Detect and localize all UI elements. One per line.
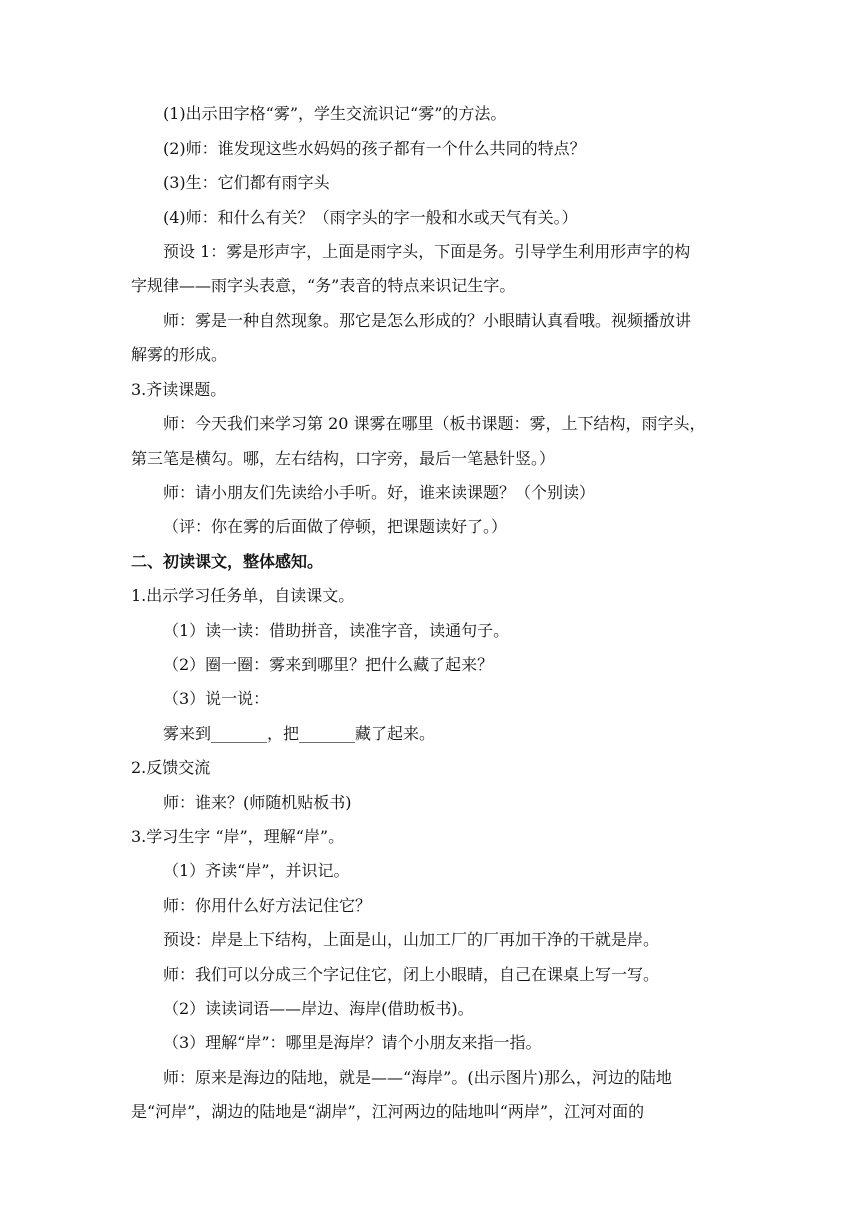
text-line: （3）理解“岸”：哪里是海岸？请个小朋友来指一指。 (163, 1033, 542, 1052)
section-heading: 3.齐读课题。 (131, 380, 227, 399)
text-line: （2）圈一圈：雾来到哪里？把什么藏了起来？ (163, 655, 494, 674)
section-heading: 2.反馈交流 (131, 758, 211, 777)
section-heading: 1.出示学习任务单，自读课文。 (131, 586, 355, 605)
section-heading: 3.学习生字 “岸”，理解“岸”。 (131, 827, 345, 846)
text-line: 预设 1：雾是形声字，上面是雨字头，下面是务。引导学生利用形声字的构 (163, 242, 691, 261)
text-line: 解雾的形成。 (131, 345, 228, 364)
text-line: （1）读一读：借助拼音，读准字音，读通句子。 (163, 621, 510, 640)
text-line: （1）齐读“岸”，并识记。 (163, 861, 350, 880)
text-line: 是“河岸”，湖边的陆地是“湖岸”，江河两边的陆地叫“两岸”，江河对面的 (131, 1102, 645, 1121)
section-title: 二、初读课文，整体感知。 (131, 552, 324, 571)
text-line: (2)师：谁发现这些水妈妈的孩子都有一个什么共同的特点？ (163, 139, 586, 158)
text-line: 师：今天我们来学习第 20 课雾在哪里（板书课题：雾，上下结构，雨字头， (163, 414, 706, 433)
text-line: （评：你在雾的后面做了停顿，把课题读好了。） (163, 517, 508, 536)
text-line: (3)生：它们都有雨字头 (163, 173, 330, 192)
text-line: 师：请小朋友们先读给小手听。好，谁来读课题？（个别读） (163, 483, 596, 502)
text-line: 师：原来是海边的陆地，就是——“海岸”。(出示图片)那么，河边的陆地 (163, 1068, 672, 1087)
text-line: (4)师：和什么有关？（雨字头的字一般和水或天气有关。） (163, 208, 578, 227)
text-line: （2）读读词语——岸边、海岸(借助板书)。 (163, 999, 474, 1018)
text-line: 师：你用什么好方法记住它？ (163, 896, 372, 915)
text-line: (1)出示田字格“雾”，学生交流识记“雾”的方法。 (163, 104, 507, 123)
text-line: 预设：岸是上下结构，上面是山，山加工厂的厂再加干净的干就是岸。 (163, 930, 660, 949)
text-line: 师：我们可以分成三个字记住它，闭上小眼睛，自己在课桌上写一写。 (163, 965, 660, 984)
text-line: 雾来到_______，把_______藏了起来。 (163, 724, 436, 743)
text-line: 师：谁来？(师随机贴板书) (163, 793, 352, 812)
text-line: 字规律——雨字头表意，“务”表音的特点来识记生字。 (131, 276, 516, 295)
text-line: （3）说一说： (163, 689, 270, 708)
text-line: 师：雾是一种自然现象。那它是怎么形成的？小眼睛认真看哦。视频播放讲 (163, 311, 692, 330)
text-line: 第三笔是横勾。哪，左右结构，口字旁，最后一笔悬针竖。） (131, 449, 556, 468)
